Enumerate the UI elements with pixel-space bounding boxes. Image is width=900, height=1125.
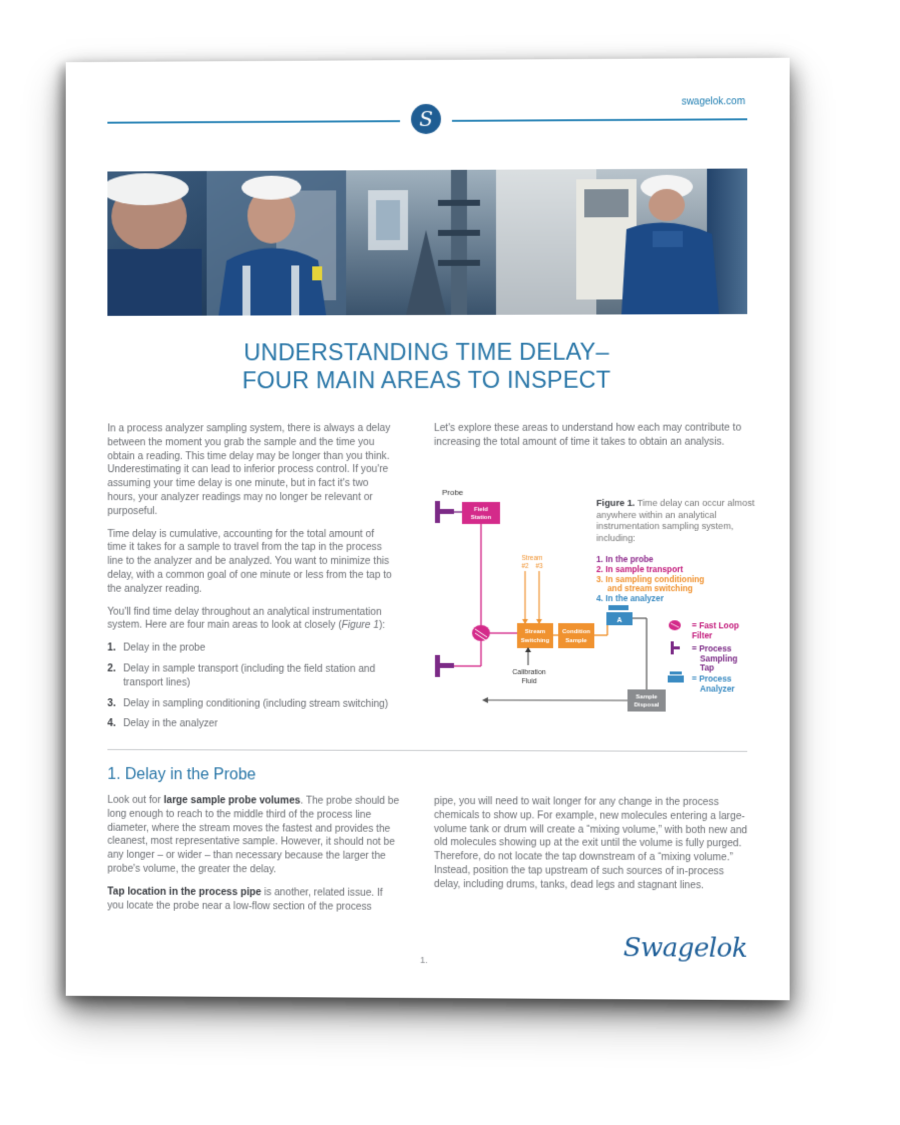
stream-switching-label-1: Stream (524, 629, 546, 636)
process-sampling-tap-icon (435, 501, 454, 523)
intro-right-column (434, 422, 747, 459)
figure-item-transport: 2. In sample transport (596, 563, 684, 574)
intro-paragraph-3 (107, 605, 394, 633)
s1-p2-rest: is another, related issue. If you locate the probe near a low-flow section of the process (107, 887, 383, 913)
s1-p1-bold: large sample probe volumes (163, 795, 301, 807)
calibration-label-2: Fluid (521, 678, 537, 686)
legend-analyzer-label-2: Analyzer (699, 683, 735, 694)
swagelok-wordmark-logo: Swagelok (623, 933, 748, 964)
stream-switching-box (517, 623, 553, 648)
stream-2-label: #2 (521, 563, 529, 571)
intro-paragraph-2: Time delay is cumulative, accounting for the total amount of time it takes for a sample to travel from the tap in the process line to the analyzer and be analyzed. You want to minimize this delay, with a common goal of one minute or less from the tap to the analyzer reading. (107, 528, 392, 595)
stream-label: Stream (521, 555, 543, 563)
list-text: Delay in the probe (123, 642, 206, 654)
figure-item-probe: 1. In the probe (596, 554, 654, 565)
worker-photo-left (107, 170, 346, 316)
legend-tap-label-3: Tap (699, 662, 715, 673)
legend-tap-icon (671, 641, 680, 654)
process-sampling-tap-icon (435, 655, 454, 677)
intro-p3-end: ): (378, 620, 386, 632)
title-line-1: UNDERSTANDING TIME DELAY– (243, 338, 610, 366)
intro-paragraph-1: In a process analyzer sampling system, there is always a delay between the moment you grab the sample and the time you obtain a reading. This time delay may be longer than you think. Underestimating it can lead to inferior process control. If you're assuming your time delay is one minute, but in fact it's two hours, your analyzer readings may no longer be relevant or purposeful. (107, 423, 391, 517)
site-url[interactable]: swagelok.com (681, 96, 746, 108)
list-number: 2. (107, 663, 116, 675)
calibration-label-1: Calibration (512, 669, 546, 677)
s1-p2-bold: Tap location in the process pipe (107, 886, 262, 898)
title-line-2: FOUR MAIN AREAS TO INSPECT (242, 366, 611, 394)
header-rule-left (107, 120, 400, 124)
disposal-label-1: Sample (635, 694, 658, 701)
legend-analyzer-icon (668, 671, 684, 682)
condition-sample-box (558, 623, 594, 648)
list-item (107, 642, 394, 656)
page-number: 1. (420, 954, 428, 967)
figure-item-conditioning: 3. In sampling conditioning (596, 573, 705, 584)
condition-sample-label-1: Condition (562, 629, 591, 636)
section-1-left-column (107, 794, 400, 923)
legend-filter-icon (669, 620, 681, 630)
field-station-label-2: Station (470, 514, 492, 522)
legend-filter-label: = Fast Loop Filter (691, 620, 740, 640)
condition-sample-label-2: Sample (565, 638, 587, 645)
disposal-label-2: Disposal (634, 702, 660, 709)
legend-tap-label-2: Sampling (699, 652, 738, 664)
process-analyzer-icon (606, 605, 632, 625)
figure-item-conditioning-cont: and stream switching (607, 583, 693, 594)
legend-analyzer-text (692, 675, 735, 694)
list-item (107, 718, 394, 733)
list-text: Delay in sample transport (including the field station and transport lines) (123, 663, 376, 689)
stream-switching-label-2: Switching (520, 638, 550, 645)
figure-item-analyzer: 4. In the analyzer (596, 593, 664, 604)
section-1-right-column (434, 795, 747, 902)
legend-tap-text (692, 644, 738, 673)
figure-delay-list (596, 555, 704, 604)
section-1-paragraph-1 (107, 794, 400, 878)
list-number: 3. (107, 697, 116, 709)
hero-photo-banner (107, 168, 747, 315)
stream-3-label: #3 (535, 563, 543, 571)
document-page (66, 58, 790, 1000)
field-station-label-1: Field (474, 506, 489, 513)
list-item (107, 662, 394, 690)
page-title (107, 337, 747, 394)
header-rule-right (452, 118, 747, 122)
legend-filter-text (692, 621, 750, 640)
section-1-right-paragraph: pipe, you will need to wait longer for any change in the process chemicals to show up. For example, new molecules entering a large-volume tank or drum will create a “mixing volume,” with both new and old molecules showing up at the exit until the volume is fully purged. Therefore, do not locate the tap downstream of a “mixing volume.” Instead, position the tap upstream of such sources of in-process delay, including drums, tanks, dead legs and stagnant lines. (433, 796, 748, 892)
figure-reference: Figure 1 (341, 620, 379, 632)
figure-caption-title: Figure 1. (596, 497, 635, 508)
worker-photo-right (496, 168, 747, 314)
areas-list (107, 642, 394, 732)
swagelok-s-logo-icon: S (411, 104, 441, 134)
s1-p1-rest: . The probe should be long enough to reach to the middle third of the process line diameter, where the stream moves the fastest and provides the cleanest, most representative sample. However, it should not be any longer – or wider – than necessary because the larger the probe's volume, the greater the delay. (107, 795, 400, 876)
intro-right-paragraph: Let's explore these areas to understand how each may contribute to increasing the total amount of time it takes to obtain an analysis. (433, 422, 742, 448)
figure-caption (596, 498, 767, 544)
fast-loop-filter-icon (472, 625, 490, 641)
plant-photo (346, 170, 496, 316)
s1-p1-lead: Look out for (107, 794, 164, 807)
legend-analyzer-label-1: = Process (691, 673, 732, 684)
probe-label: Probe (441, 487, 464, 497)
analyzer-label: A (616, 617, 622, 625)
list-item (107, 697, 394, 711)
section-1-paragraph-2 (107, 885, 400, 914)
list-text: Delay in sampling conditioning (including stream switching) (123, 697, 389, 710)
section-1-title: 1. Delay in the Probe (107, 766, 256, 784)
intro-left-column (107, 422, 394, 739)
intro-p3-text: You'll find time delay throughout an analytical instrumentation system. Here are four main areas to look at closely ( (107, 606, 382, 632)
figure-caption-text: Time delay can occur almost anywhere within an analytical instrumentation sampling system, including: (596, 497, 755, 543)
section-divider (107, 749, 747, 752)
legend-tap-label-1: = Process (691, 643, 732, 654)
list-number: 1. (107, 642, 116, 654)
list-text: Delay in the analyzer (123, 718, 218, 730)
list-number: 4. (107, 718, 116, 730)
